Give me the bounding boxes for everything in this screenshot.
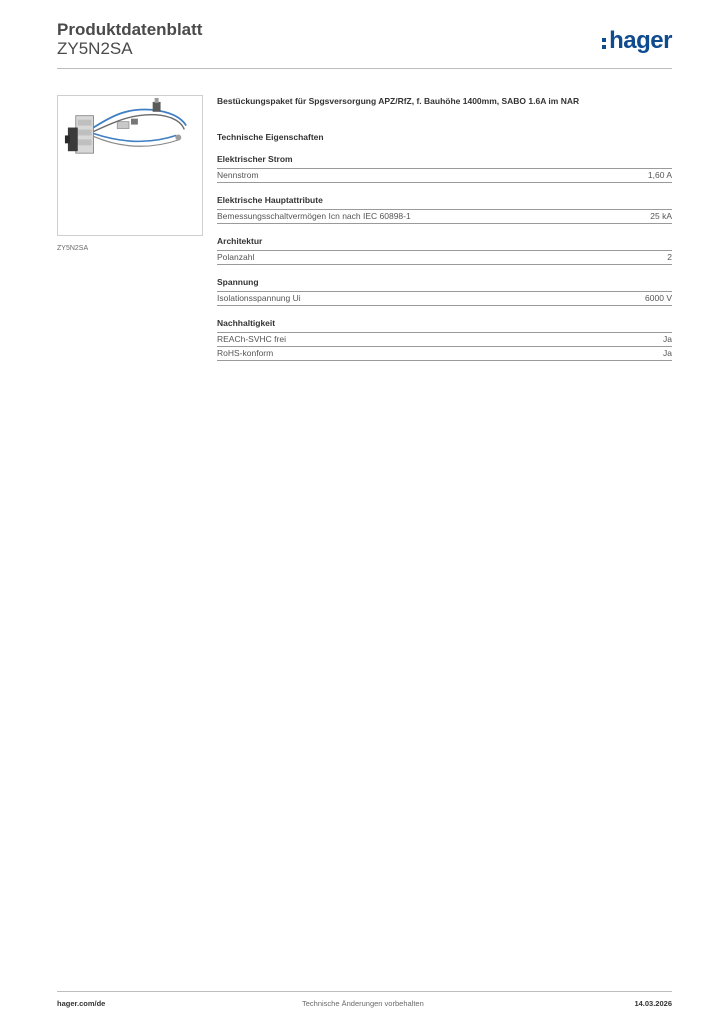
spec-group-electric-current <box>217 154 672 183</box>
spec-value: 6000 V <box>645 293 672 303</box>
spec-group-sustainability <box>217 318 672 361</box>
footer-divider <box>57 991 672 992</box>
spec-label: REACh-SVHC frei <box>217 334 286 344</box>
spec-row <box>217 251 672 265</box>
page-header <box>57 18 672 68</box>
group-title: Spannung <box>217 277 672 292</box>
page-title: Produktdatenblatt <box>57 20 203 39</box>
spec-row <box>217 347 672 361</box>
spec-group-voltage <box>217 277 672 306</box>
spec-row <box>217 210 672 224</box>
group-title: Architektur <box>217 236 672 251</box>
spec-label: Isolationsspannung Ui <box>217 293 301 303</box>
spec-value: Ja <box>663 334 672 344</box>
footer-disclaimer: Technische Änderungen vorbehalten <box>302 999 424 1008</box>
logo-text: hager <box>609 27 672 54</box>
spec-label: Polanzahl <box>217 252 255 262</box>
spec-content <box>217 96 672 361</box>
logo-dots-icon <box>602 38 606 49</box>
product-description: Bestückungspaket für Spgsversorgung APZ/RfZ, f. Bauhöhe 1400mm, SABO 1.6A im NAR <box>217 96 580 106</box>
group-title: Elektrische Hauptattribute <box>217 195 672 210</box>
spec-row <box>217 292 672 306</box>
group-title: Elektrischer Strom <box>217 154 672 169</box>
footer-website-link[interactable]: hager.com/de <box>57 999 106 1008</box>
product-code: ZY5N2SA <box>57 39 133 58</box>
spec-label: Nennstrom <box>217 170 259 180</box>
spec-label: Bemessungsschaltvermögen Icn nach IEC 60898-1 <box>217 211 411 221</box>
spec-value: 2 <box>667 252 672 262</box>
header-divider <box>57 68 672 69</box>
footer-date: 14.03.2026 <box>634 999 672 1008</box>
product-photo-icon <box>58 96 202 235</box>
hager-logo <box>602 26 672 56</box>
spec-row <box>217 333 672 347</box>
image-caption: ZY5N2SA <box>57 245 89 252</box>
group-title: Nachhaltigkeit <box>217 318 672 333</box>
spec-group-architecture <box>217 236 672 265</box>
spec-value: 25 kA <box>650 211 672 221</box>
spec-value: Ja <box>663 348 672 358</box>
page-footer <box>57 999 672 1011</box>
section-title: Technische Eigenschaften <box>217 132 324 142</box>
spec-row <box>217 169 672 183</box>
product-image <box>57 95 203 236</box>
spec-label: RoHS-konform <box>217 348 274 358</box>
spec-value: 1,60 A <box>647 170 672 180</box>
spec-group-main-attributes <box>217 195 672 224</box>
